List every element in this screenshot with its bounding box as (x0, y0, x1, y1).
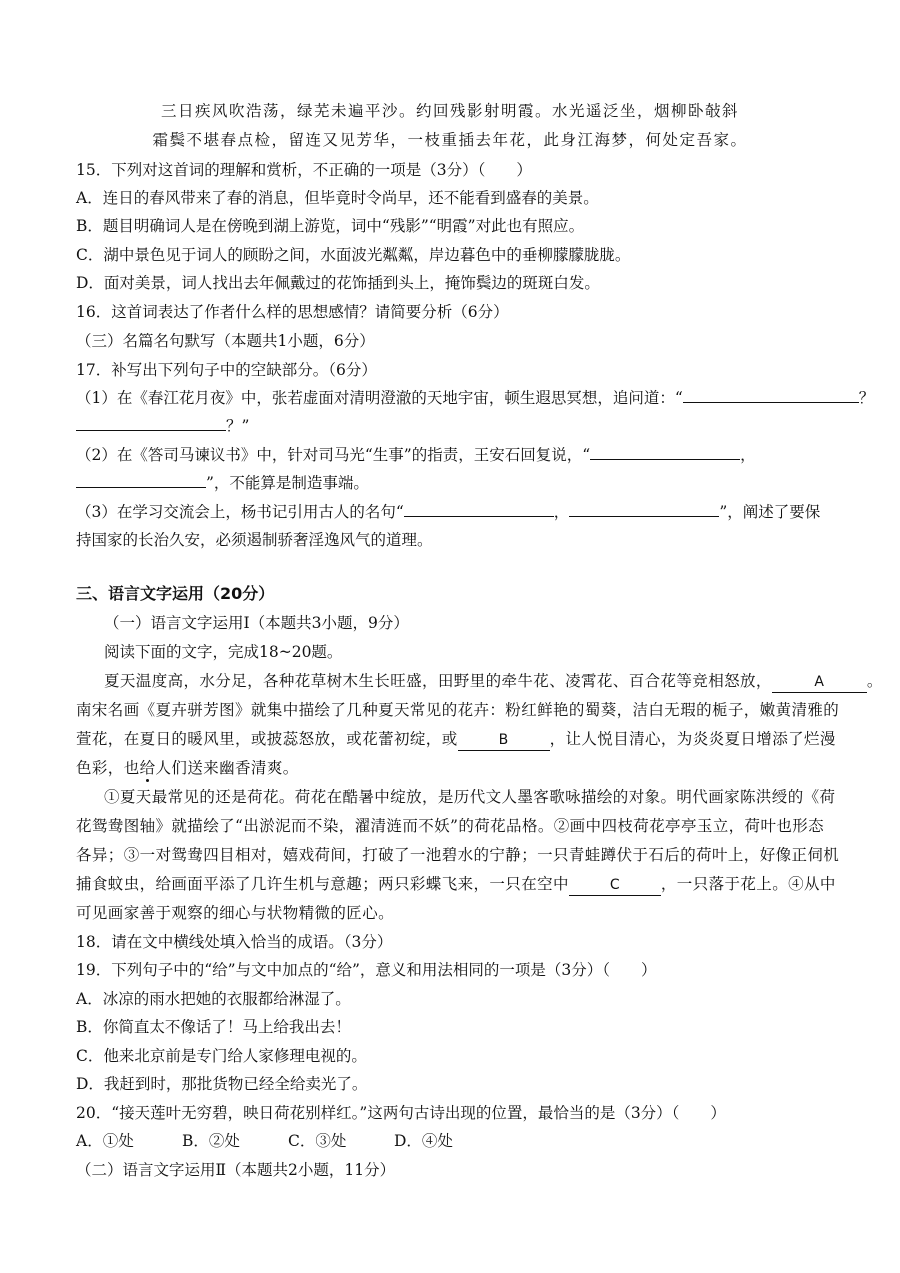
answer-blank[interactable] (76, 416, 226, 431)
passage-text: ，一只落于花上。④从中 (660, 875, 836, 893)
passage-p1-line2: 南宋名画《夏卉骈芳图》就集中描绘了几种夏天常见的花卉：粉红鲜艳的蜀葵，洁白无瑕的栀子，嫩黄清雅的 (76, 701, 840, 719)
passage-p2-line5: 可见画家善于观察的细心与状物精微的匠心。 (76, 904, 395, 922)
part3-heading: （三）名篇名句默写（本题共1小题，6分） (76, 332, 375, 350)
question-15-option-c: C．湖中景色见于词人的顾盼之间，水面波光粼粼，岸边暮色中的垂柳朦朦胧胧。 (76, 246, 631, 264)
question-20-option-b: B．②处 (182, 1132, 240, 1150)
question-17-item-2 (76, 445, 824, 465)
question-19-option-a: A．冰凉的雨水把她的衣服都给淋湿了。 (76, 990, 351, 1008)
question-15-stem: 15．下列对这首词的理解和赏析，不正确的一项是（3分）（ ） (76, 161, 532, 179)
passage-p1-line1 (104, 671, 883, 693)
question-20-options (76, 1131, 824, 1151)
answer-blank[interactable] (683, 388, 859, 403)
answer-blank[interactable] (590, 445, 740, 460)
passage-p1-line3 (76, 729, 836, 751)
reading-instruction: 阅读下面的文字，完成18~20题。 (104, 643, 343, 661)
section-3-subheading: （一）语言文字运用Ⅰ（本题共3小题，9分） (104, 614, 409, 632)
question-15-option-d: D．面对美景，词人找出去年佩戴过的花饰插到头上，掩饰鬓边的斑斑白发。 (76, 274, 600, 292)
question-18-stem: 18．请在文中横线处填入恰当的成语。（3分） (76, 933, 393, 951)
passage-text: 色彩，也 (76, 759, 140, 777)
question-17-stem: 17．补写出下列句子中的空缺部分。（6分） (76, 361, 377, 379)
question-19-option-c: C．他来北京前是专门给人家修理电视的。 (76, 1047, 367, 1065)
question-19-option-d: D．我赶到时，那批货物已经全给卖光了。 (76, 1075, 368, 1093)
item-2-mark: ， (740, 446, 756, 464)
question-17-item-3 (76, 502, 824, 522)
blank-b[interactable]: B (458, 730, 550, 751)
poem-line-2: 霜鬓不堪春点检，留连又见芳华，一枝重插去年花，此身江海梦，何处定吾家。 (152, 131, 748, 149)
question-17-item-2-cont (76, 473, 824, 493)
dotted-word: 给 (139, 759, 156, 777)
item-2-end: ”，不能算是制造事端。 (206, 474, 369, 492)
passage-p2-line4 (76, 874, 836, 896)
question-16-stem: 16．这首词表达了作者什么样的思想感情？请简要分析（6分） (76, 303, 509, 321)
question-19-option-b: B．你简直太不像话了！马上给我出去！ (76, 1018, 351, 1036)
question-15-option-b: B．题目明确词人是在傍晚到湖上游览，词中“残影”“明霞”对此也有照应。 (76, 217, 585, 235)
question-15-option-a: A．连日的春风带来了春的消息，但毕竟时令尚早，还不能看到盛春的美景。 (76, 189, 599, 207)
blank-a[interactable]: A (772, 672, 867, 693)
question-17-item-3-cont: 持国家的长治久安，必须遏制骄奢淫逸风气的道理。 (76, 531, 433, 549)
question-20-stem: 20．“接天莲叶无穷碧，映日荷花别样红。”这两句古诗出现的位置，最恰当的是（3分）（ ） (76, 1104, 726, 1122)
passage-text: 捕食蚊虫，给画面平添了几许生机与意趣；两只彩蝶飞来，一只在空中 (76, 875, 569, 893)
item-1-text: （1）在《春江花月夜》中，张若虚面对清明澄澈的天地宇宙，顿生遐思冥想，追问道：“ (76, 389, 683, 407)
item-1-end: ？” (226, 417, 250, 435)
question-20-option-d: D．④处 (394, 1132, 453, 1150)
passage-text: 萱花，在夏日的暖风里，或披蕊怒放，或花蕾初绽，或 (76, 730, 458, 748)
item-3-mark: ， (553, 503, 570, 521)
passage-p2-line3: 各异；③一对鸳鸯四目相对，嬉戏荷间，打破了一池碧水的宁静；一只青蛙蹲伏于石后的荷叶上，好像正伺机 (76, 846, 840, 864)
item-3-text: （3）在学习交流会上，杨书记引用古人的名句“ (76, 503, 404, 521)
passage-text: 人们送来幽香清爽。 (155, 759, 299, 777)
poem-line-1: 三日疾风吹浩荡，绿芜未遍平沙。约回残影射明霞。水光遥泛坐，烟柳卧敧斜 (160, 102, 739, 120)
passage-text: 。 (866, 672, 883, 690)
passage-text: ，让人悦目清心，为炎炎夏日增添了烂漫 (549, 730, 836, 748)
section-3-title: 三、语言文字运用（20分） (76, 584, 275, 603)
question-17-item-1-cont (76, 416, 824, 436)
item-3-tail: ”，阐述了要保 (719, 503, 821, 521)
passage-p2-line2: 花鸳鸯图轴》就描绘了“出淤泥而不染，濯清涟而不妖”的荷花品格。②画中四枝荷花亭亭玉立，荷叶也形态 (76, 817, 825, 835)
question-20-option-a: A．①处 (76, 1132, 134, 1150)
item-2-text: （2）在《答司马谏议书》中，针对司马光“生事”的指责，王安石回复说，“ (76, 446, 591, 464)
item-1-mark: ？ (858, 389, 875, 407)
passage-p2-line1: ①夏天最常见的还是荷花。荷花在酷暑中绽放，是历代文人墨客歌咏描绘的对象。明代画家陈洪绶的《荷 (104, 788, 836, 806)
answer-blank[interactable] (76, 473, 206, 488)
question-20-option-c: C．③处 (288, 1132, 347, 1150)
answer-blank[interactable] (569, 502, 719, 517)
blank-c[interactable]: C (569, 875, 661, 896)
question-19-stem: 19．下列句子中的“给”与文中加点的“给”，意义和用法相同的一项是（3分）（ ） (76, 961, 657, 979)
question-17-item-1 (76, 388, 875, 408)
answer-blank[interactable] (404, 502, 554, 517)
section-3-subheading-2: （二）语言文字运用Ⅱ（本题共2小题，11分） (76, 1161, 396, 1179)
passage-text: 夏天温度高，水分足，各种花草树木生长旺盛，田野里的牵牛花、凌霄花、百合花等竞相怒放， (104, 672, 772, 690)
passage-p1-line4 (76, 758, 824, 778)
